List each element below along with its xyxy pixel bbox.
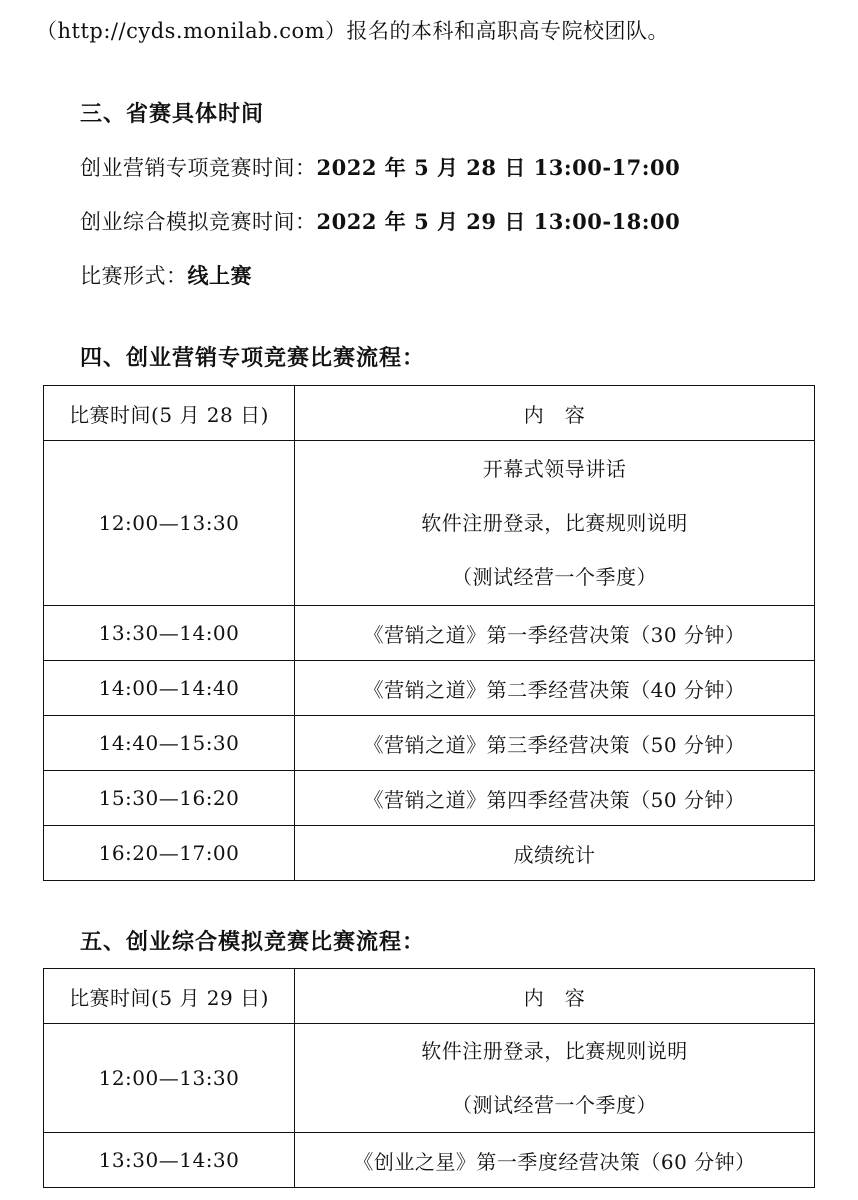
content-cell: 《营销之道》第二季经营决策（40 分钟） [295, 661, 815, 716]
time-cell: 16:20—17:00 [44, 826, 295, 881]
marketing-time-value: 2022 年 5 月 28 日 13:00-17:00 [316, 155, 681, 180]
comprehensive-time-value: 2022 年 5 月 29 日 13:00-18:00 [316, 209, 681, 234]
marketing-schedule-table [43, 385, 815, 881]
format-value: 线上赛 [187, 263, 252, 288]
table-row [44, 661, 815, 716]
marketing-time-label: 创业营销专项竞赛时间： [80, 156, 317, 180]
table-row [44, 1133, 815, 1188]
table-row [44, 441, 815, 606]
content-cell [295, 1024, 815, 1133]
content-cell: 《创业之星》第一季度经营决策（60 分钟） [295, 1133, 815, 1188]
table-row [44, 606, 815, 661]
time-cell: 14:00—14:40 [44, 661, 295, 716]
section4-heading: 四、创业营销专项竞赛比赛流程： [80, 345, 426, 371]
content-line: 开幕式领导讲话 [482, 457, 627, 481]
content-cell [295, 441, 815, 606]
comprehensive-time-label: 创业综合模拟竞赛时间： [80, 210, 317, 234]
format-label: 比赛形式： [80, 264, 188, 288]
section3-heading: 三、省赛具体时间 [80, 101, 265, 127]
time-cell: 12:00—13:30 [44, 441, 295, 606]
header-time-cell: 比赛时间(5 月 28 日) [44, 386, 295, 441]
content-cell: 《营销之道》第四季经营决策（50 分钟） [295, 771, 815, 826]
table-row [44, 716, 815, 771]
content-cell: 《营销之道》第一季经营决策（30 分钟） [295, 606, 815, 661]
content-cell: 《营销之道》第三季经营决策（50 分钟） [295, 716, 815, 771]
time-cell: 13:30—14:00 [44, 606, 295, 661]
header-content-cell: 内 容 [295, 969, 815, 1024]
marketing-time-line [80, 154, 680, 182]
time-cell: 13:30—14:30 [44, 1133, 295, 1188]
content-cell: 成绩统计 [295, 826, 815, 881]
table-row [44, 771, 815, 826]
format-line [80, 262, 252, 290]
table-header-row [44, 386, 815, 441]
comprehensive-schedule-table [43, 968, 815, 1188]
time-cell: 12:00—13:30 [44, 1024, 295, 1133]
time-cell: 15:30—16:20 [44, 771, 295, 826]
content-line: 软件注册登录，比赛规则说明 [421, 511, 688, 535]
time-cell: 14:40—15:30 [44, 716, 295, 771]
table-row [44, 1024, 815, 1133]
intro-line: （http://cyds.monilab.com）报名的本科和高职高专院校团队。 [36, 19, 670, 43]
comprehensive-time-line [80, 208, 680, 236]
content-line: （测试经营一个季度） [452, 1093, 657, 1117]
content-line: （测试经营一个季度） [452, 565, 657, 589]
content-line: 软件注册登录，比赛规则说明 [421, 1039, 688, 1063]
table-row [44, 826, 815, 881]
header-time-cell: 比赛时间(5 月 29 日) [44, 969, 295, 1024]
header-content-cell: 内 容 [295, 386, 815, 441]
section5-heading: 五、创业综合模拟竞赛比赛流程： [80, 929, 426, 955]
table-header-row [44, 969, 815, 1024]
